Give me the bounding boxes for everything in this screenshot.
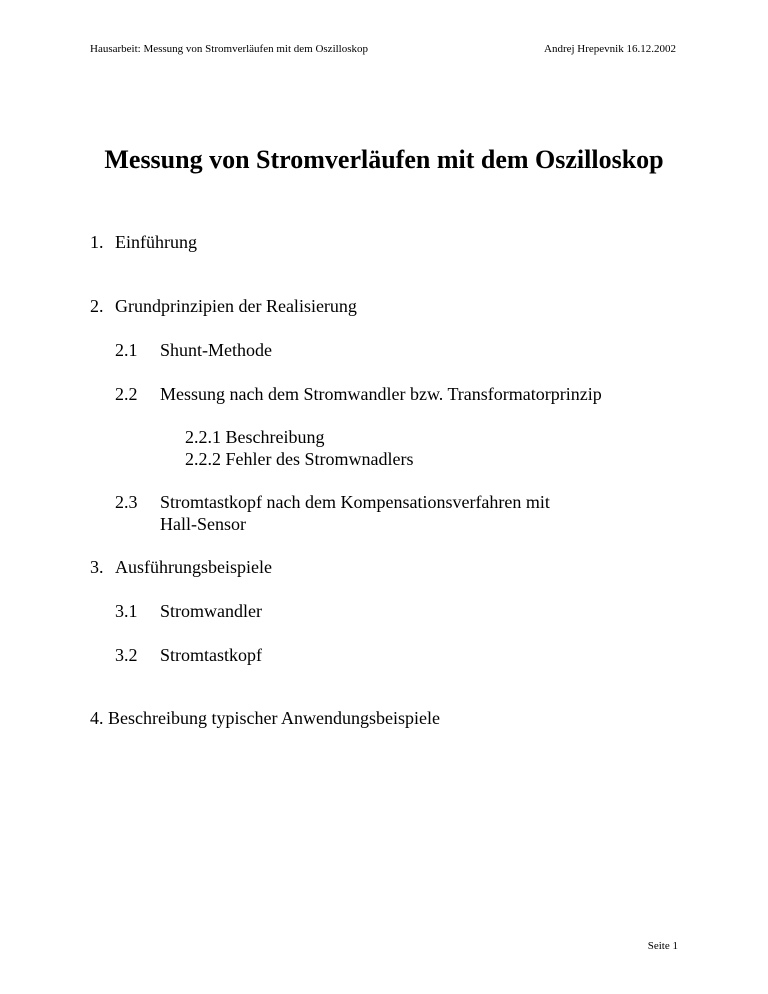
page-number: Seite 1: [647, 940, 678, 952]
header-right: Andrej Hrepevnik 16.12.2002: [544, 43, 676, 55]
toc-num: 2.2: [115, 384, 138, 404]
toc-label: Ausführungsbeispiele: [115, 557, 272, 577]
toc-label: Einführung: [115, 232, 197, 252]
toc-num: 2.1: [115, 340, 138, 360]
header-left: Hausarbeit: Messung von Stromverläufen mit dem Oszilloskop: [90, 43, 369, 55]
toc-label: Stromwandler: [160, 601, 262, 621]
toc-num: 2.: [90, 296, 104, 316]
toc-label: Stromtastkopf nach dem Kompensationsverfahren mit: [160, 492, 550, 512]
toc-label-continued: Hall-Sensor: [160, 514, 246, 534]
page-title: Messung von Stromverläufen mit dem Oszilloskop: [104, 145, 664, 174]
toc-item-2-2-1: 2.2.1 Beschreibung: [185, 427, 325, 447]
toc-num: 2.3: [115, 492, 138, 512]
toc-label: Stromtastkopf: [160, 645, 262, 665]
toc-num: 3.1: [115, 601, 138, 621]
toc-num: 3.: [90, 557, 104, 577]
toc-label: Shunt-Methode: [160, 340, 272, 360]
toc-num: 1.: [90, 232, 104, 252]
toc-num: 3.2: [115, 645, 138, 665]
toc-label: Messung nach dem Stromwandler bzw. Transformatorprinzip: [160, 384, 602, 404]
toc-item-2-2-2: 2.2.2 Fehler des Stromwnadlers: [185, 449, 414, 469]
toc-item-4: 4. Beschreibung typischer Anwendungsbeispiele: [90, 708, 440, 728]
toc-label: Grundprinzipien der Realisierung: [115, 296, 357, 316]
